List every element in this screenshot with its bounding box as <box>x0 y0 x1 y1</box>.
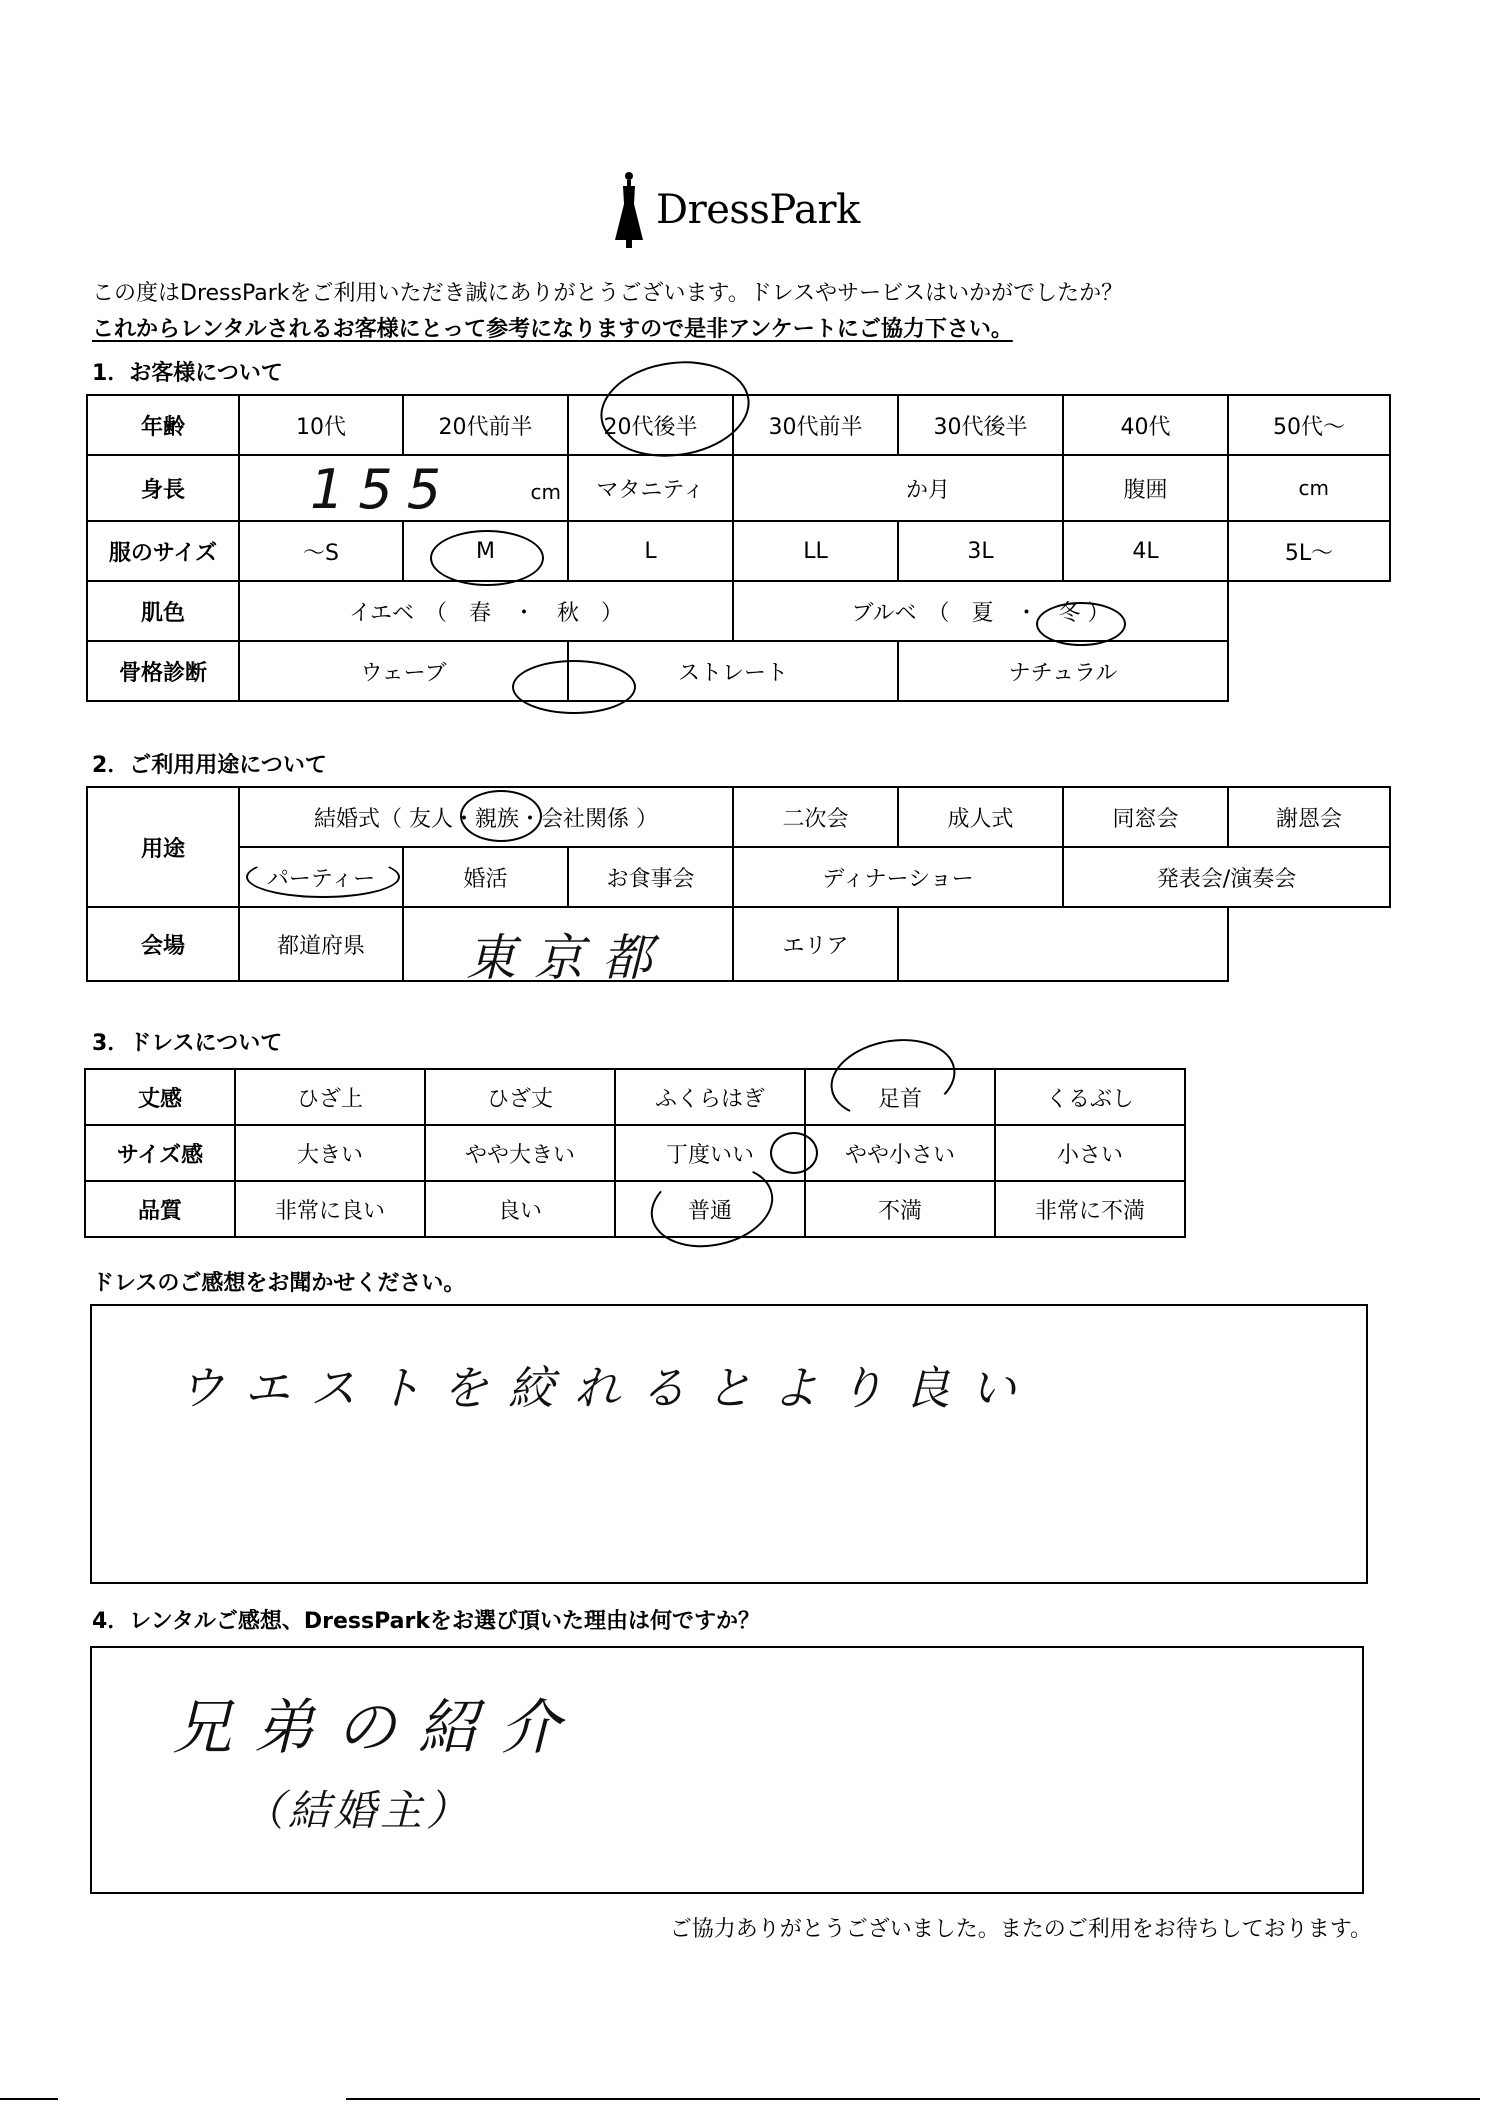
frame-option[interactable]: ウェーブ <box>239 641 568 701</box>
quality-option[interactable]: 非常に不満 <box>995 1181 1185 1237</box>
length-label: 丈感 <box>85 1069 235 1125</box>
size-label: 服のサイズ <box>87 521 239 581</box>
height-label: 身長 <box>87 455 239 521</box>
skin-blue-suffix: ） <box>1087 600 1110 626</box>
age-option[interactable]: 50代～ <box>1228 395 1390 455</box>
relatives-selection-mark <box>460 790 542 842</box>
waist-unit: cm <box>1298 476 1329 500</box>
prefecture-label: 都道府県 <box>239 907 403 981</box>
venue-row <box>87 907 1390 981</box>
frame-option[interactable]: ナチュラル <box>898 641 1228 701</box>
frame-selection-mark <box>512 660 636 714</box>
skin-selection-mark <box>1036 602 1126 646</box>
purpose-option[interactable]: 発表会/演奏会 <box>1063 847 1390 907</box>
skin-label: 肌色 <box>87 581 239 641</box>
purpose-option[interactable]: 成人式 <box>898 787 1063 847</box>
empty-cell <box>1228 581 1390 641</box>
length-option[interactable]: くるぶし <box>995 1069 1185 1125</box>
size-selection-mark <box>430 530 544 586</box>
length-option[interactable]: ひざ丈 <box>425 1069 615 1125</box>
length-option[interactable]: ふくらはぎ <box>615 1069 805 1125</box>
purpose-row-1 <box>87 787 1390 847</box>
purpose-option[interactable]: 謝恩会 <box>1228 787 1390 847</box>
dress-table <box>84 1068 1186 1238</box>
fit-option[interactable]: 丁度いい <box>615 1125 805 1181</box>
impression-box[interactable] <box>90 1304 1368 1584</box>
purpose-option[interactable]: 婚活 <box>403 847 568 907</box>
size-option[interactable]: 4L <box>1063 521 1228 581</box>
customer-table <box>86 394 1391 702</box>
prefecture-value: 東京都 <box>466 929 670 987</box>
size-option[interactable]: 5L～ <box>1228 521 1390 581</box>
waist-field[interactable] <box>1228 455 1390 521</box>
fit-option[interactable]: やや大きい <box>425 1125 615 1181</box>
purpose-wedding[interactable]: 結婚式（ 友人・親族・会社関係 ） <box>239 787 733 847</box>
height-row <box>87 455 1390 521</box>
purpose-option[interactable]: お食事会 <box>568 847 733 907</box>
size-row <box>87 521 1390 581</box>
size-option[interactable]: L <box>568 521 733 581</box>
purpose-option[interactable]: ディナーショー <box>733 847 1063 907</box>
frame-label: 骨格診断 <box>87 641 239 701</box>
age-option[interactable]: 30代前半 <box>733 395 898 455</box>
purpose-label: 用途 <box>87 787 239 907</box>
purpose-option[interactable]: 同窓会 <box>1063 787 1228 847</box>
skin-blue-prefix: ブルベ （ 夏 ・ <box>851 600 1038 626</box>
dress-row-quality <box>85 1181 1185 1237</box>
prefecture-field[interactable] <box>403 907 733 987</box>
intro-line-1: この度はDressParkをご利用いただき誠にありがとうございます。ドレスやサービスはいかがでしたか？ <box>92 281 1124 306</box>
logo <box>612 168 860 252</box>
frame-row <box>87 641 1390 701</box>
dress-icon <box>612 170 646 250</box>
fit-selection-mark <box>770 1132 818 1174</box>
impression-answer: ウエストを絞れるとより良い <box>178 1361 1036 1415</box>
quality-option[interactable]: 非常に良い <box>235 1181 425 1237</box>
logo-text: DressPark <box>656 187 860 233</box>
scan-line <box>346 2098 1480 2100</box>
quality-option-selected[interactable]: 普通 <box>615 1181 805 1237</box>
age-option[interactable]: 40代 <box>1063 395 1228 455</box>
area-field[interactable] <box>898 907 1228 981</box>
maternity-months-field[interactable] <box>733 455 1063 521</box>
section3-title: 3．ドレスについて <box>92 1031 283 1056</box>
size-option[interactable]: 3L <box>898 521 1063 581</box>
length-option[interactable]: ひざ上 <box>235 1069 425 1125</box>
area-label: エリア <box>733 907 898 981</box>
venue-label: 会場 <box>87 907 239 981</box>
scan-line <box>0 2098 58 2100</box>
skin-blue[interactable] <box>733 581 1228 641</box>
fit-option[interactable]: 大きい <box>235 1125 425 1181</box>
waist-label: 腹囲 <box>1063 455 1228 521</box>
size-option[interactable]: ～S <box>239 521 403 581</box>
age-option-selected[interactable]: 20代後半 <box>568 395 733 455</box>
section1-title: 1．お客様について <box>92 361 283 386</box>
intro-line-2: これからレンタルされるお客様にとって参考になりますので是非アンケートにご協力下さい。 <box>92 317 1013 342</box>
fit-label: サイズ感 <box>85 1125 235 1181</box>
reason-answer-line2: （結婚主） <box>242 1786 473 1835</box>
dress-row-fit <box>85 1125 1185 1181</box>
maternity-label: マタニティ <box>568 455 733 521</box>
thanks-text: ご協力ありがとうございました。またのご利用をお待ちしております。 <box>669 1917 1372 1942</box>
skin-blue-winter[interactable]: 冬 <box>1058 600 1081 626</box>
length-option-selected[interactable]: 足首 <box>805 1069 995 1125</box>
party-selection-mark <box>246 856 400 898</box>
empty-cell <box>1228 907 1390 981</box>
fit-option-selected[interactable]: やや小さい <box>805 1125 995 1181</box>
empty-cell <box>1228 641 1390 701</box>
age-label: 年齢 <box>87 395 239 455</box>
reason-box[interactable] <box>90 1646 1364 1894</box>
height-unit: cm <box>530 479 561 504</box>
height-value: 155 <box>310 458 456 521</box>
quality-option[interactable]: 不満 <box>805 1181 995 1237</box>
age-option[interactable]: 20代前半 <box>403 395 568 455</box>
impression-prompt: ドレスのご感想をお聞かせください。 <box>92 1271 466 1296</box>
frame-option-selected[interactable]: ストレート <box>568 641 898 701</box>
height-field[interactable] <box>239 455 568 521</box>
quality-label: 品質 <box>85 1181 235 1237</box>
purpose-option[interactable]: 二次会 <box>733 787 898 847</box>
size-option-selected[interactable]: M <box>403 521 568 581</box>
dress-row-length <box>85 1069 1185 1125</box>
months-unit: か月 <box>905 477 950 503</box>
purpose-option-selected[interactable]: パーティー <box>239 847 403 907</box>
reason-answer-line1: 兄弟の紹介 <box>172 1693 582 1763</box>
fit-option[interactable]: 小さい <box>995 1125 1185 1181</box>
age-option[interactable]: 10代 <box>239 395 403 455</box>
skin-row <box>87 581 1390 641</box>
section2-title: 2．ご利用用途について <box>92 753 327 778</box>
section4-title: 4．レンタルご感想、DressParkをお選び頂いた理由は何ですか？ <box>92 1609 760 1634</box>
age-option[interactable]: 30代後半 <box>898 395 1063 455</box>
size-option[interactable]: LL <box>733 521 898 581</box>
quality-option[interactable]: 良い <box>425 1181 615 1237</box>
skin-yellow[interactable]: イエベ （ 春 ・ 秋 ） <box>239 581 733 641</box>
